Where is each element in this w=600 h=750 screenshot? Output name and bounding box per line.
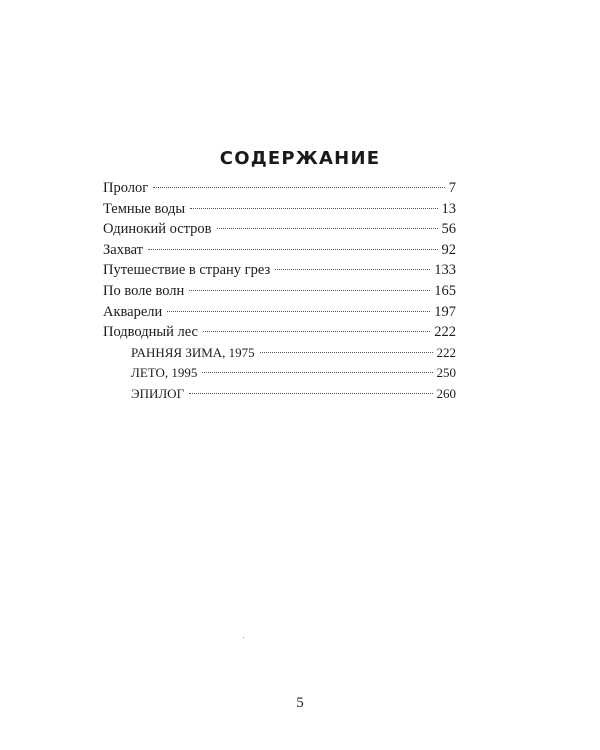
- dot-leader: [153, 186, 445, 188]
- toc-subentry-label: ЛЕТО, 1995: [131, 365, 198, 381]
- dot-leader: [189, 392, 432, 394]
- toc-subentry-label: РАННЯЯ ЗИМА, 1975: [131, 344, 255, 360]
- toc-entry: [103, 302, 456, 323]
- dot-leader: [189, 289, 430, 291]
- dot-leader: [167, 310, 430, 312]
- page-number: 5: [296, 695, 304, 711]
- toc-entry-label: Захват: [103, 241, 144, 258]
- toc-entry-label: Темные воды: [103, 200, 186, 217]
- print-speck: [243, 637, 244, 638]
- toc-subentry-page: 222: [436, 344, 456, 360]
- toc-entry-page: 165: [434, 282, 456, 299]
- toc-subentry: [103, 343, 456, 364]
- toc-entry-page: 13: [441, 200, 456, 217]
- toc-entry: [103, 260, 456, 281]
- toc-entry-label: Акварели: [103, 303, 163, 320]
- toc-entry-page: 133: [434, 262, 456, 279]
- toc-entry: [103, 281, 456, 302]
- toc-entry-label: Одинокий остров: [103, 221, 212, 238]
- toc-entry: [103, 178, 456, 199]
- toc-entry-page: 7: [448, 180, 456, 196]
- dot-leader: [217, 227, 438, 229]
- dot-leader: [203, 330, 430, 332]
- toc-entry-page: 222: [434, 324, 456, 341]
- toc-entry-label: Подводный лес: [103, 324, 198, 341]
- toc-entry: [103, 199, 456, 220]
- toc-entry-label: Пролог: [103, 180, 149, 196]
- toc-subentry: [103, 363, 456, 384]
- toc-subentry-label: ЭПИЛОГ: [131, 385, 185, 401]
- toc-entry-page: 56: [441, 221, 456, 238]
- dot-leader: [202, 371, 432, 373]
- toc-entry-label: Путешествие в страну грез: [103, 262, 271, 279]
- toc-entry: [103, 240, 456, 261]
- toc-subentry-page: 250: [436, 365, 456, 381]
- toc-entry: [103, 219, 456, 240]
- dot-leader: [260, 351, 433, 353]
- dot-leader: [148, 248, 437, 250]
- toc-title: СОДЕРЖАНИЕ: [219, 148, 381, 169]
- toc-entry-page: 197: [434, 303, 456, 320]
- toc-entry: [103, 322, 456, 343]
- toc-subentry-page: 260: [436, 385, 456, 401]
- toc-entry-label: По воле волн: [103, 282, 185, 299]
- toc-entry-page: 92: [441, 241, 456, 258]
- dot-leader: [275, 268, 430, 270]
- toc-subentry: [103, 384, 456, 405]
- table-of-contents: [103, 178, 456, 405]
- dot-leader: [190, 207, 437, 209]
